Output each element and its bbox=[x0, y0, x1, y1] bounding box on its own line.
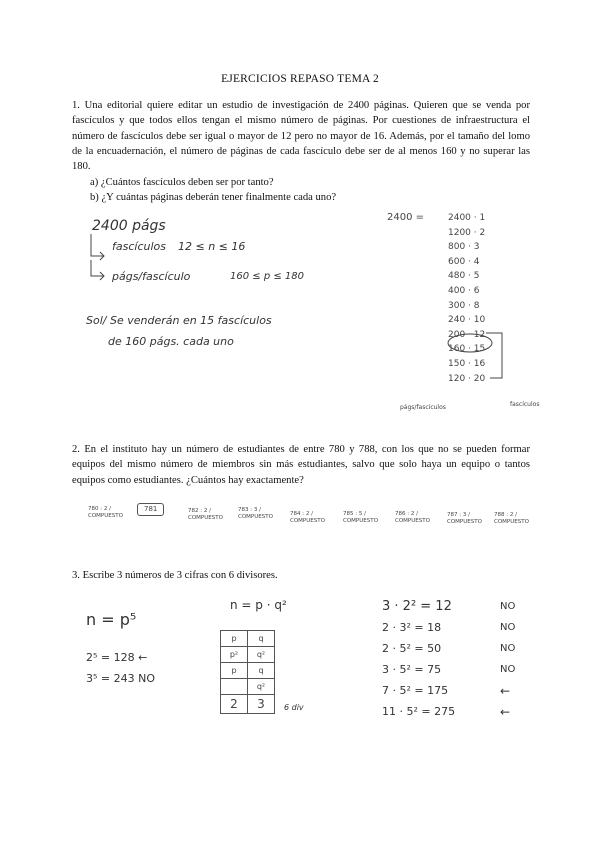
hand-pags-label: págs/fascículo bbox=[112, 270, 191, 283]
hand-fasciculos-label: fascículos bbox=[112, 240, 166, 253]
page-title: EJERCICIOS REPASO TEMA 2 bbox=[221, 73, 379, 85]
axis-label-fasciculos: fascículos bbox=[510, 401, 540, 408]
axis-label-pags: págs/fascículos bbox=[400, 404, 446, 411]
factor-pair: 2400 · 1 bbox=[448, 213, 486, 223]
divisor-table bbox=[220, 630, 275, 714]
products-list bbox=[382, 596, 542, 722]
hand-solution-line2: de 160 págs. cada uno bbox=[108, 335, 234, 348]
formula-pq2: n = p · q² bbox=[230, 598, 287, 612]
product-expr: 2 · 3² = 18 bbox=[382, 621, 442, 634]
product-row bbox=[382, 659, 542, 680]
product-row bbox=[382, 638, 542, 659]
power-3: 3⁵ = 243 NO bbox=[86, 672, 155, 685]
product-expr: 3 · 2² = 12 bbox=[382, 599, 452, 614]
product-result: NO bbox=[500, 664, 516, 675]
check-division: 788 : 2 / bbox=[494, 512, 517, 518]
formula-p5: n = p⁵ bbox=[86, 610, 137, 629]
check-result: COMPUESTO bbox=[447, 519, 482, 525]
product-expr: 2 · 5² = 50 bbox=[382, 642, 442, 655]
table-note: 6 div bbox=[284, 703, 304, 712]
check-item bbox=[343, 511, 383, 525]
factor-pair: 300 · 8 bbox=[448, 300, 480, 311]
factor-pair: 200 · 12 bbox=[448, 329, 486, 340]
factor-pair: 800 · 3 bbox=[448, 242, 480, 253]
arrow-left-icon: ← bbox=[500, 683, 511, 698]
product-row bbox=[382, 596, 542, 617]
check-result: COMPUESTO bbox=[238, 514, 273, 520]
table-cell: q bbox=[248, 631, 275, 647]
check-division: 785 : 5 / bbox=[343, 511, 366, 517]
check-result: COMPUESTO bbox=[343, 518, 378, 524]
check-result: COMPUESTO bbox=[88, 513, 123, 519]
exercise-1-question-a: a) ¿Cuántos fascículos deben ser por tanto? bbox=[90, 177, 274, 188]
product-expr: 11 · 5² = 275 bbox=[382, 705, 456, 718]
factor-pair: 600 · 4 bbox=[448, 256, 480, 267]
table-cell: 2 bbox=[221, 695, 248, 714]
product-result: NO bbox=[500, 601, 516, 612]
check-division: 786 : 2 / bbox=[395, 511, 418, 517]
product-row bbox=[382, 680, 542, 701]
product-row bbox=[382, 701, 542, 722]
factor-pair: 120 · 20 bbox=[448, 373, 486, 384]
check-result: COMPUESTO bbox=[188, 515, 223, 521]
factor-pair: 150 · 16 bbox=[448, 358, 486, 369]
product-row bbox=[382, 617, 542, 638]
check-item bbox=[395, 511, 435, 525]
check-item bbox=[238, 507, 278, 521]
arrow-icon bbox=[88, 258, 108, 288]
hand-total-pages: 2400 págs bbox=[92, 218, 166, 234]
table-cell: 3 bbox=[248, 695, 275, 714]
bracket-mark bbox=[446, 330, 516, 382]
table-cell: p² bbox=[221, 647, 248, 663]
check-item-boxed bbox=[137, 503, 164, 516]
factor-pair-highlighted: 160 · 15 bbox=[448, 344, 486, 355]
product-expr: 3 · 5² = 75 bbox=[382, 663, 442, 676]
product-result: NO bbox=[500, 643, 516, 654]
check-result: COMPUESTO bbox=[290, 518, 325, 524]
product-result: NO bbox=[500, 622, 516, 633]
hand-pags-range: 160 ≤ p ≤ 180 bbox=[230, 271, 304, 282]
check-division: 783 : 3 / bbox=[238, 507, 261, 513]
arrow-left-icon: ← bbox=[500, 704, 511, 719]
check-result: COMPUESTO bbox=[395, 518, 430, 524]
check-division: 787 : 3 / bbox=[447, 512, 470, 518]
factor-head: 2400 = bbox=[387, 212, 425, 223]
check-item bbox=[88, 506, 128, 520]
exercise-1-question-b: b) ¿Y cuántas páginas deberán tener finalmente cada uno? bbox=[90, 192, 337, 203]
exercise-3-statement: 3. Escribe 3 números de 3 cifras con 6 divisores. bbox=[72, 570, 278, 581]
factor-pair: 480 · 5 bbox=[448, 271, 480, 282]
factor-pair: 1200 · 2 bbox=[448, 227, 486, 238]
table-cell: q bbox=[248, 663, 275, 679]
check-division: 782 : 2 / bbox=[188, 508, 211, 514]
check-division: 781 bbox=[144, 505, 158, 513]
table-cell: q² bbox=[248, 679, 275, 695]
check-item bbox=[290, 511, 330, 525]
factor-pair: 240 · 10 bbox=[448, 315, 486, 326]
check-division: 780 : 2 / bbox=[88, 506, 111, 512]
power-2: 2⁵ = 128 ← bbox=[86, 651, 148, 664]
table-cell: p bbox=[221, 663, 248, 679]
check-item bbox=[494, 512, 534, 526]
hand-solution-line1: Sol/ Se venderán en 15 fascículos bbox=[86, 314, 272, 327]
table-cell: q² bbox=[248, 647, 275, 663]
table-cell bbox=[221, 679, 248, 695]
check-division: 784 : 2 / bbox=[290, 511, 313, 517]
hand-fasciculos-range: 12 ≤ n ≤ 16 bbox=[178, 240, 246, 253]
divisor-table-wrap bbox=[220, 630, 275, 714]
product-expr: 7 · 5² = 175 bbox=[382, 684, 449, 697]
table-cell: p bbox=[221, 631, 248, 647]
exercise-1-statement: 1. Una editorial quiere editar un estudio de investigación de 2400 páginas. Quieren que se venda por fascículos y que todos ellos tengan el mismo número de páginas. Por cuestiones de infraestructura el número de fascículos debe ser igual o mayor de 12 pero no mayor de 16. Además, por el tamaño del lomo de la encuadernación, el número de páginas de cada fascículo debe ser de al menos 160 y no superar las 180. bbox=[72, 100, 530, 173]
factor-pair: 400 · 6 bbox=[448, 285, 480, 296]
check-item bbox=[188, 508, 228, 522]
check-result: COMPUESTO bbox=[494, 519, 529, 525]
exercise-2-statement: 2. En el instituto hay un número de estudiantes de entre 780 y 788, con los que no se pueden formar equipos del mismo número de miembros sin más estudiantes, salvo que solo haya un equipo o tantos equipos como estudiantes. ¿Cuántos hay exactamente? bbox=[72, 444, 530, 486]
check-item bbox=[447, 512, 487, 526]
